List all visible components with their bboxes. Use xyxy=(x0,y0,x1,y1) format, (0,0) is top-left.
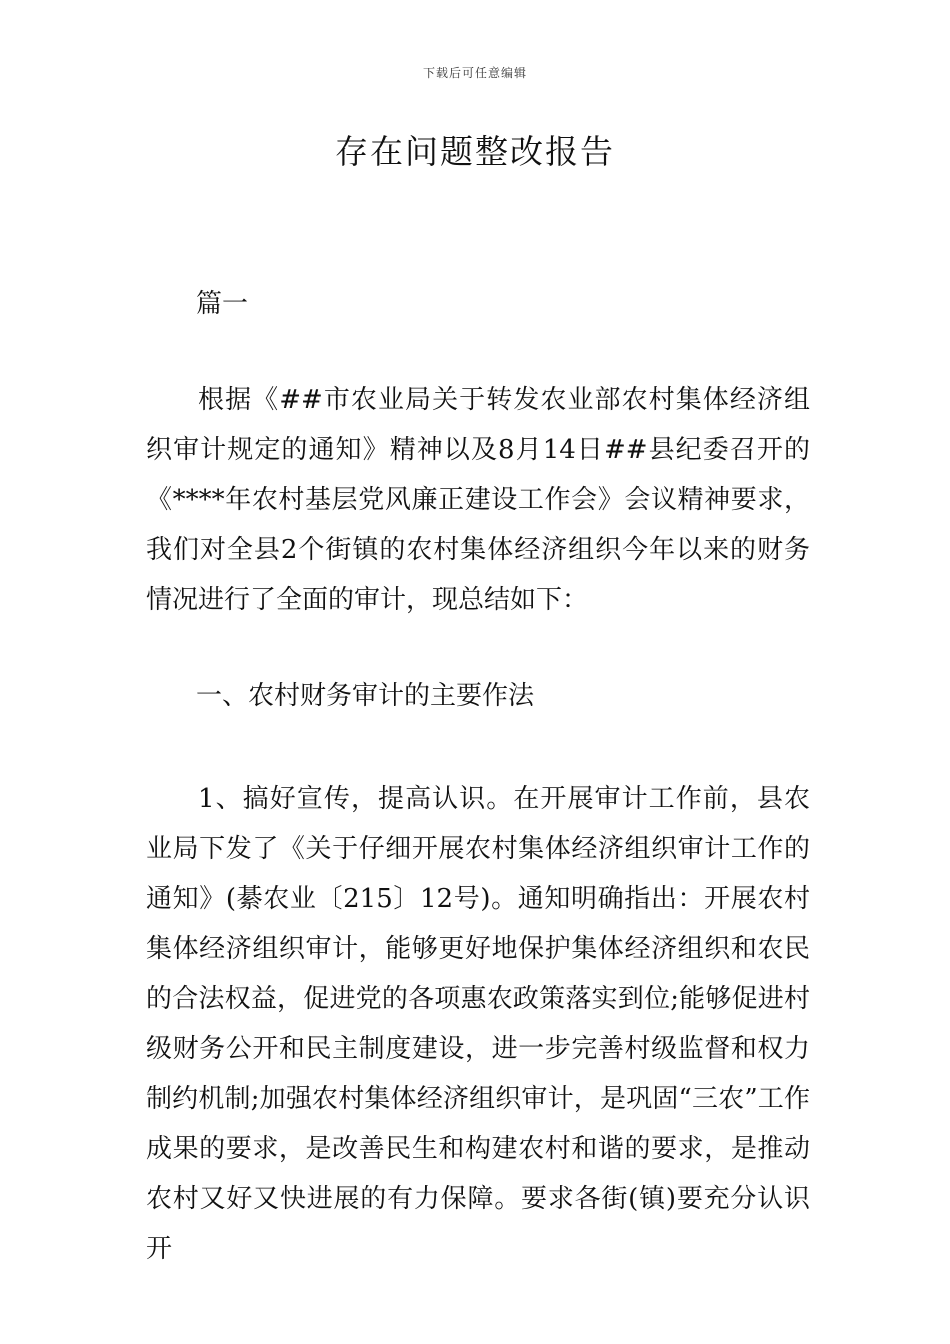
document-title: 存在问题整改报告 xyxy=(335,132,615,171)
intro-paragraph: 根据《##市农业局关于转发农业部农村集体经济组织审计规定的通知》精神以及8月14日##县纪委召开的《****年农村基层党风廉正建设工作会》会议精神要求，我们对全县2个街镇的农村集体经济组织今年以来的财务情况进行了全面的审计，现总结如下： xyxy=(146,385,810,615)
section-label: 篇一 xyxy=(196,289,249,319)
header-note: 下载后可任意编辑 xyxy=(422,66,527,80)
section-heading: 一、农村财务审计的主要作法 xyxy=(196,681,535,711)
body-paragraph: 1、搞好宣传，提高认识。在开展审计工作前，县农业局下发了《关于仔细开展农村集体经济组织审计工作的通知》(綦农业〔215〕12号)。通知明确指出：开展农村集体经济组织审计，能够更好地保护集体经济组织和农民的合法权益，促进党的各项惠农政策落实到位;能够促进村级财务公开和民主制度建设，进一步完善村级监督和权力制约机制;加强农村集体经济组织审计，是巩固“三农”工作成果的要求，是改善民生和构建农村和谐的要求，是推动农村又好又快进展的有力保障。要求各街(镇)要充分认识开 xyxy=(146,784,810,1264)
